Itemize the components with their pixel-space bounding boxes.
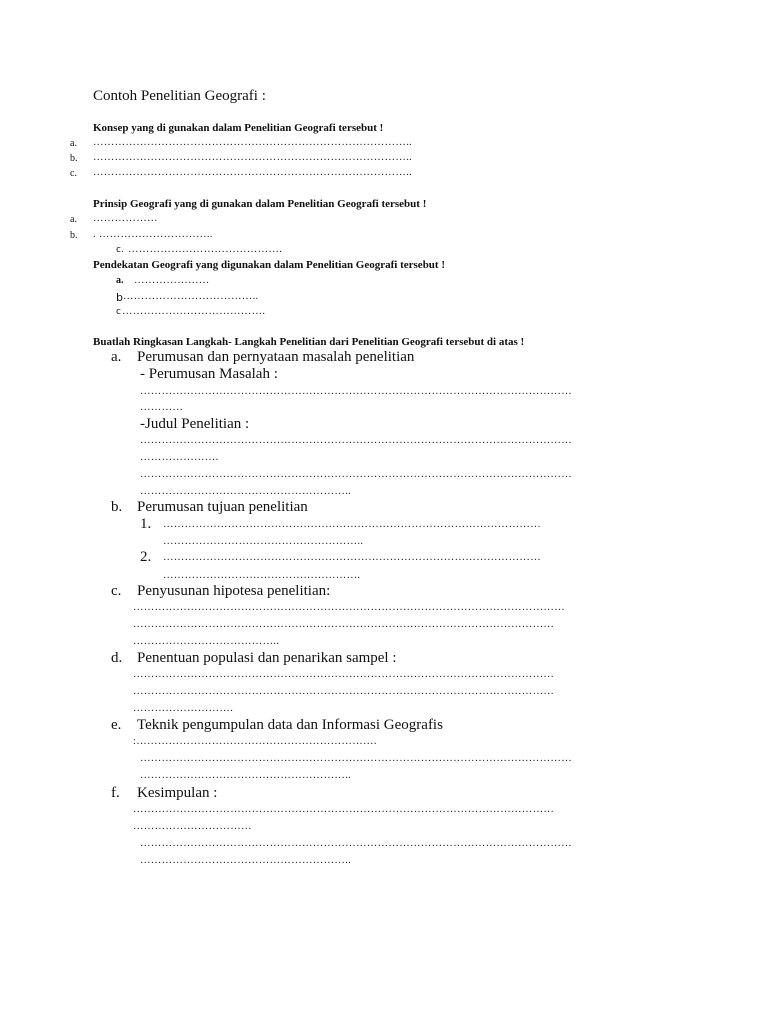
step-a-judul-line-3[interactable]: ………………………………………………………………………………………………………… bbox=[140, 469, 572, 480]
step-e-label: Teknik pengumpulan data dan Informasi Geografis bbox=[137, 717, 443, 733]
step-a-judul-label: -Judul Penelitian : bbox=[140, 416, 250, 432]
prinsip-answer-b[interactable]: . ………………………….. bbox=[93, 229, 213, 240]
step-c-line-3[interactable]: ………………………………….. bbox=[133, 636, 280, 647]
step-a-judul-line-4[interactable]: ………………………………………………….. bbox=[140, 486, 352, 497]
step-a-perumusan-masalah-label: - Perumusan Masalah : bbox=[140, 366, 278, 382]
step-b-tujuan-2-line-2[interactable]: ………………………………………………. bbox=[163, 570, 361, 581]
pendekatan-marker-a: a. bbox=[116, 275, 124, 286]
konsep-marker-c: c. bbox=[70, 168, 77, 179]
step-c-marker: c. bbox=[111, 583, 122, 599]
step-a-perumusan-masalah-line-1[interactable]: ………………………………………………………………………………………………………… bbox=[140, 386, 572, 397]
step-c-label: Penyusunan hipotesa penelitian: bbox=[137, 583, 331, 599]
prinsip-marker-c: c. bbox=[116, 245, 124, 255]
step-c-line-2[interactable]: ……………………………………………………………………………………………………… bbox=[133, 619, 555, 630]
ringkasan-heading: Buatlah Ringkasan Langkah- Langkah Penelitian dari Penelitian Geografi tersebut di atas ! bbox=[93, 336, 525, 348]
step-b-tujuan-1-line-1[interactable]: …………………………………………………………………………………………… bbox=[163, 519, 541, 530]
step-a-marker: a. bbox=[111, 349, 122, 365]
step-c-line-1[interactable]: ………………………………………………………………………………………………………… bbox=[133, 602, 565, 613]
pendekatan-heading: Pendekatan Geografi yang digunakan dalam Penelitian Geografi tersebut ! bbox=[93, 259, 445, 271]
prinsip-answer-c[interactable]: ……………………………………. bbox=[128, 244, 283, 255]
konsep-marker-a: a. bbox=[70, 138, 77, 149]
step-a-judul-line-1[interactable]: ………………………………………………………………………………………………………… bbox=[140, 435, 572, 446]
prinsip-marker-b: b. bbox=[70, 230, 78, 241]
step-f-label: Kesimpulan : bbox=[137, 785, 218, 801]
prinsip-answer-a[interactable]: ……………… bbox=[93, 213, 158, 224]
prinsip-marker-a: a. bbox=[70, 214, 77, 225]
konsep-answer-a[interactable]: …………………………………………………………………………….. bbox=[93, 137, 413, 148]
konsep-marker-b: b. bbox=[70, 153, 78, 164]
step-b-label: Perumusan tujuan penelitian bbox=[137, 499, 308, 515]
step-a-label: Perumusan dan pernyataan masalah penelitian bbox=[137, 349, 415, 365]
step-d-label: Penentuan populasi dan penarikan sampel : bbox=[137, 650, 397, 666]
step-b-number-1: 1. bbox=[140, 516, 152, 532]
konsep-answer-c[interactable]: …………………………………………………………………………….. bbox=[93, 167, 413, 178]
pendekatan-answer-a[interactable]: ………………… bbox=[134, 275, 210, 286]
step-b-tujuan-2-line-1[interactable]: …………………………………………………………………………………………… bbox=[163, 552, 541, 563]
step-f-line-2[interactable]: …………………………… bbox=[133, 821, 252, 832]
pendekatan-marker-b: b bbox=[116, 291, 123, 304]
step-e-marker: e. bbox=[111, 717, 122, 733]
step-e-line-3[interactable]: ………………………………………………….. bbox=[140, 770, 352, 781]
step-f-line-4[interactable]: ………………………………………………….. bbox=[140, 855, 352, 866]
pendekatan-answer-b[interactable]: ……………………………….. bbox=[123, 291, 259, 302]
konsep-heading: Konsep yang di gunakan dalam Penelitian Geografi tersebut ! bbox=[93, 122, 384, 134]
step-d-marker: d. bbox=[111, 650, 123, 666]
step-b-marker: b. bbox=[111, 499, 123, 515]
step-e-line-2[interactable]: ………………………………………………………………………………………………………… bbox=[140, 753, 572, 764]
step-b-number-2: 2. bbox=[140, 549, 152, 565]
step-d-line-2[interactable]: ……………………………………………………………………………………………………… bbox=[133, 686, 555, 697]
step-a-judul-line-2[interactable]: …………………. bbox=[140, 452, 219, 463]
step-a-perumusan-masalah-line-2[interactable]: ………… bbox=[140, 402, 184, 413]
step-d-line-1[interactable]: ……………………………………………………………………………………………………… bbox=[133, 669, 555, 680]
page-title: Contoh Penelitian Geografi : bbox=[93, 88, 266, 104]
step-f-line-3[interactable]: ………………………………………………………………………………………………………… bbox=[140, 838, 572, 849]
step-e-line-1[interactable]: :…………………………………………………………. bbox=[133, 736, 377, 747]
step-b-tujuan-1-line-2[interactable]: ……………………………………………….. bbox=[163, 536, 364, 547]
step-d-line-3[interactable]: ………………………. bbox=[133, 703, 234, 714]
pendekatan-answer-c[interactable]: …………………………………. bbox=[122, 306, 266, 317]
konsep-answer-b[interactable]: …………………………………………………………………………….. bbox=[93, 152, 413, 163]
prinsip-heading: Prinsip Geografi yang di gunakan dalam Penelitian Geografi tersebut ! bbox=[93, 198, 427, 210]
step-f-marker: f. bbox=[111, 785, 120, 801]
step-f-line-1[interactable]: ……………………………………………………………………………………………………… bbox=[133, 804, 555, 815]
pendekatan-marker-c: c bbox=[116, 307, 121, 317]
